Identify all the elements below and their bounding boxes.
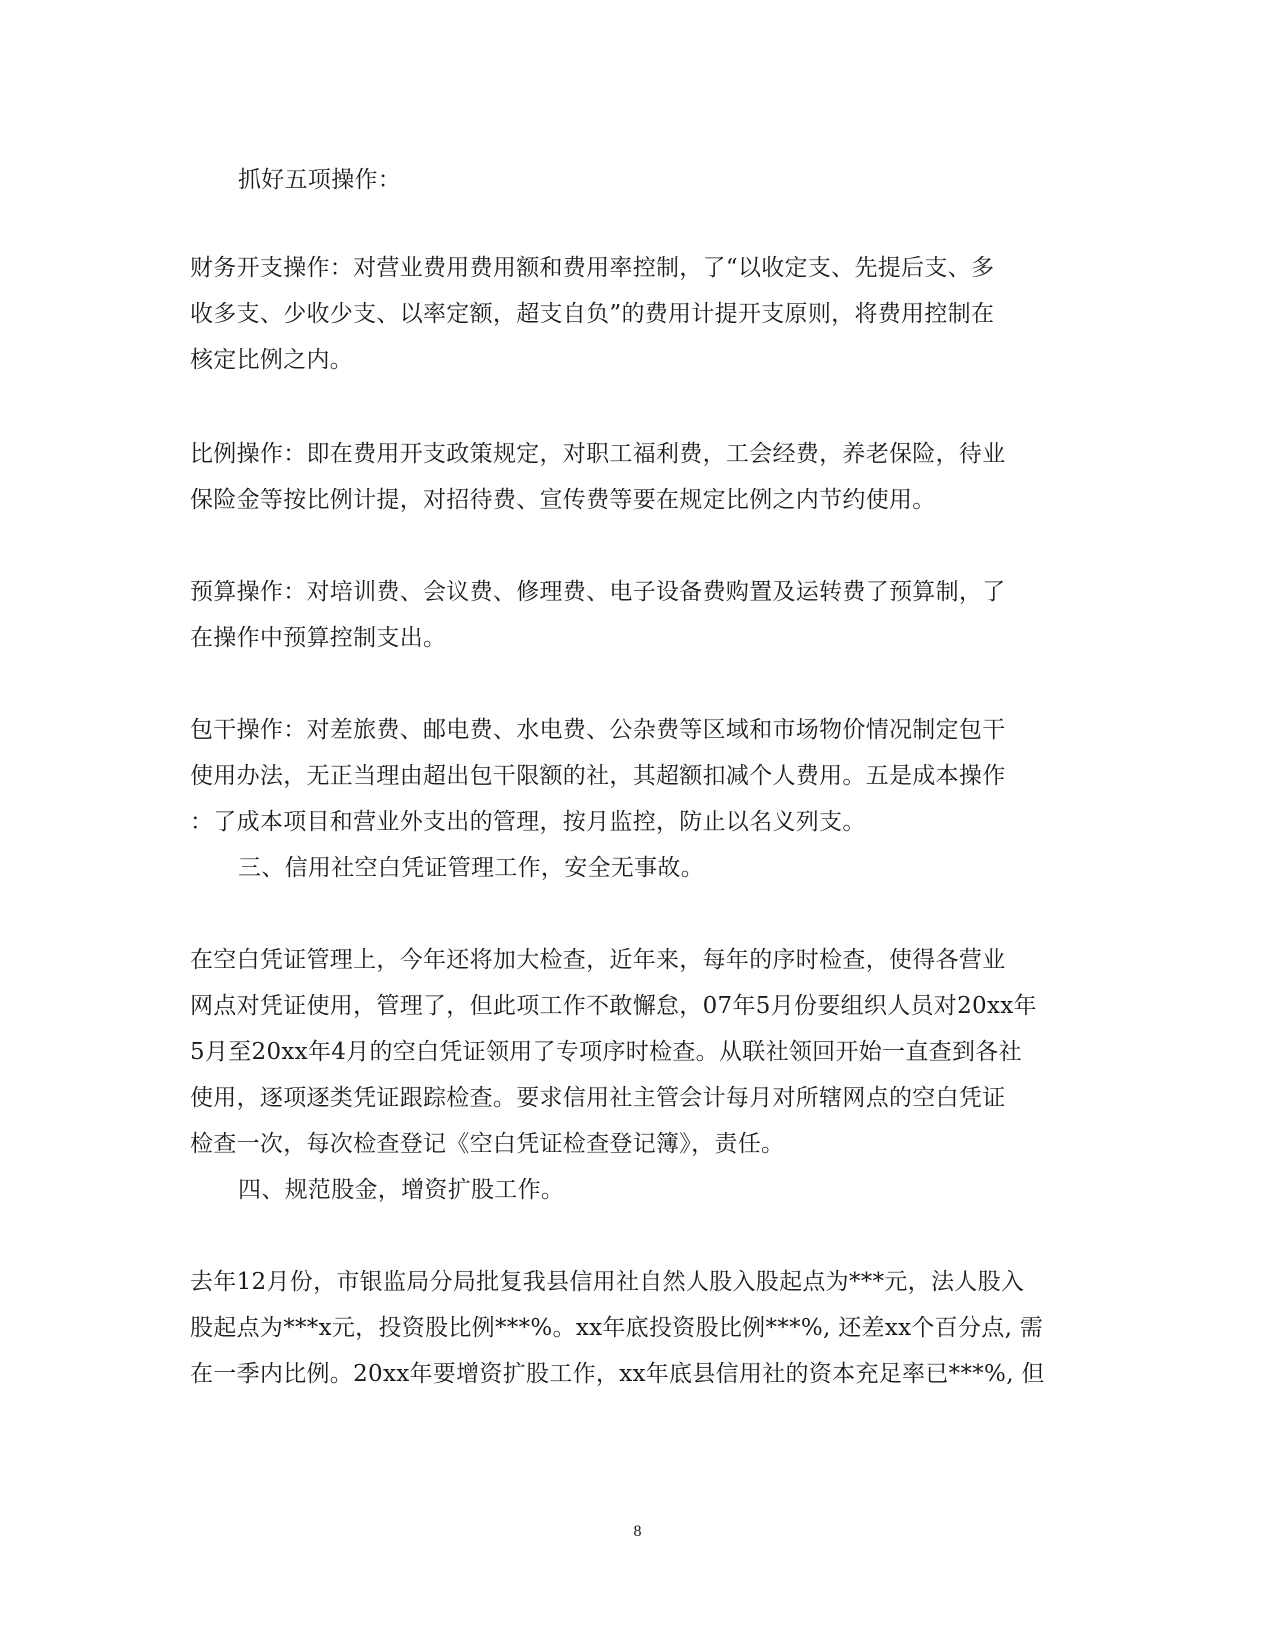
text-line: 在一季内比例。20xx年要增资扩股工作，xx年底县信用社的资本充足率已***%, 但 <box>190 1361 1045 1387</box>
text-line: 在操作中预算控制支出。 <box>190 625 447 651</box>
text-line: 使用，逐项逐类凭证跟踪检查。要求信用社主管会计每月对所辖网点的空白凭证 <box>190 1085 1006 1111</box>
section-heading-four: 四、规范股金，增资扩股工作。 <box>238 1177 565 1203</box>
text-line: 去年12月份，市银监局分局批复我县信用社自然人股入股起点为***元，法人股入 <box>190 1269 1025 1295</box>
text-line: 核定比例之内。 <box>190 347 354 373</box>
text-line: 比例操作：即在费用开支政策规定，对职工福利费，工会经费，养老保险，待业 <box>190 441 1006 467</box>
text-line-heading-five-operations: 抓好五项操作： <box>238 167 402 193</box>
text-line: 收多支、少收少支、以率定额，超支自负”的费用计提开支原则，将费用控制在 <box>190 301 995 327</box>
text-line: ：了成本项目和营业外支出的管理，按月监控，防止以名义列支。 <box>190 809 866 835</box>
text-line: 5月至20xx年4月的空白凭证领用了专项序时检查。从联社领回开始一直查到各社 <box>190 1039 1022 1065</box>
text-line: 包干操作：对差旅费、邮电费、水电费、公杂费等区域和市场物价情况制定包干 <box>190 717 1006 743</box>
page-number: 8 <box>633 1523 642 1540</box>
text-line: 财务开支操作：对营业费用费用额和费用率控制，了“以收定支、先提后支、多 <box>190 255 995 281</box>
text-line: 使用办法，无正当理由超出包干限额的社，其超额扣减个人费用。五是成本操作 <box>190 763 1006 789</box>
text-line: 网点对凭证使用，管理了，但此项工作不敢懈怠，07年5月份要组织人员对20xx年 <box>190 993 1037 1019</box>
text-line: 预算操作：对培训费、会议费、修理费、电子设备费购置及运转费了预算制，了 <box>190 579 1006 605</box>
text-line: 在空白凭证管理上，今年还将加大检查，近年来，每年的序时检查，使得各营业 <box>190 947 1006 973</box>
section-heading-three: 三、信用社空白凭证管理工作，安全无事故。 <box>238 855 704 881</box>
text-line: 检查一次，每次检查登记《空白凭证检查登记簿》，责任。 <box>190 1131 785 1157</box>
text-line: 保险金等按比例计提，对招待费、宣传费等要在规定比例之内节约使用。 <box>190 487 936 513</box>
text-line: 股起点为***x元，投资股比例***%。xx年底投资股比例***%, 还差xx个百分点, 需 <box>190 1315 1044 1341</box>
